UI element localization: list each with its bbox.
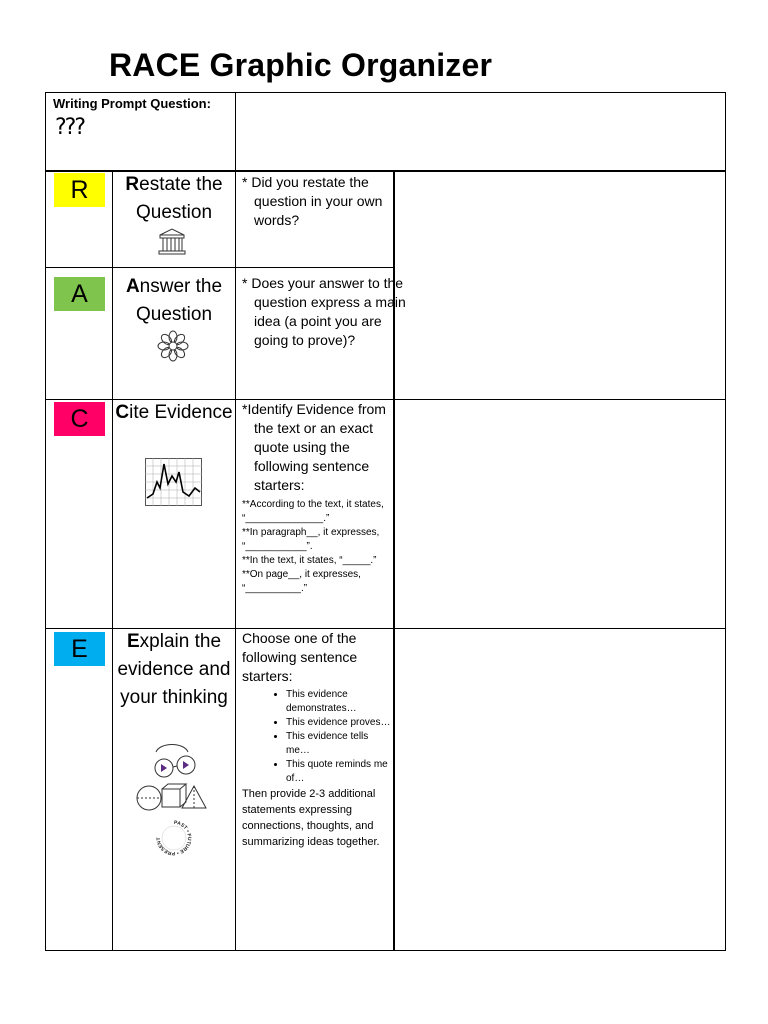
question-marks: ??? (55, 115, 85, 140)
explain-label: Explain the evidence and your thinking (117, 631, 231, 708)
answer-label: Answer the Question (125, 276, 223, 325)
cite-prompt (242, 400, 394, 596)
explain-starters-list (242, 688, 392, 786)
flower-icon (156, 329, 190, 363)
list-item: • This quote reminds me of… (286, 758, 392, 786)
cite-starter: **In the text, it states, “_____.” (242, 555, 377, 566)
list-item: • This evidence proves… (286, 716, 392, 730)
cite-starter: **On page__, it expresses, “__________.” (242, 569, 361, 594)
answer-prompt: * Does your answer to the question express a main idea (a point you are going to prove)? (242, 275, 406, 348)
letter-e-badge: E (54, 632, 105, 666)
cite-starter: **According to the text, it states, “______________.” (242, 499, 384, 524)
writing-prompt-label: Writing Prompt Question: (53, 96, 211, 111)
prompt-answer-area[interactable] (236, 93, 724, 170)
page-title: RACE Graphic Organizer (109, 47, 493, 83)
letter-c-badge: C (54, 402, 105, 436)
restate-answer-area[interactable] (395, 171, 726, 399)
past-future-present-text: PAST • FUTURE • PRESENT (155, 819, 193, 857)
explain-prompt (242, 629, 392, 850)
cite-instruction: *Identify Evidence from the text or an exact quote using the following sentence starters: (242, 401, 386, 493)
letter-r-badge: R (54, 173, 105, 207)
letter-a-badge: A (54, 277, 105, 311)
cite-label: Cite Evidence (115, 402, 233, 423)
thinking-icons (134, 740, 214, 862)
list-item: • This evidence tells me… (286, 730, 392, 758)
restate-prompt: * Did you restate the question in your own words? (242, 174, 383, 228)
restate-label: Restate the Question (125, 174, 223, 223)
svg-text:PAST • FUTURE • PRESENT (156, 820, 192, 856)
list-item: • This evidence demonstrates… (286, 688, 392, 716)
explain-answer-area[interactable] (395, 629, 725, 950)
cite-answer-area[interactable] (395, 400, 725, 628)
building-icon (157, 227, 187, 255)
explain-instruction: Choose one of the following sentence starters: (242, 630, 358, 684)
line-graph-icon (145, 458, 202, 506)
cite-starter: **In paragraph__, it expresses, “___________”. (242, 527, 380, 552)
explain-followup: Then provide 2-3 additional statements expressing connections, thoughts, and summarizing ideas together. (242, 788, 380, 848)
